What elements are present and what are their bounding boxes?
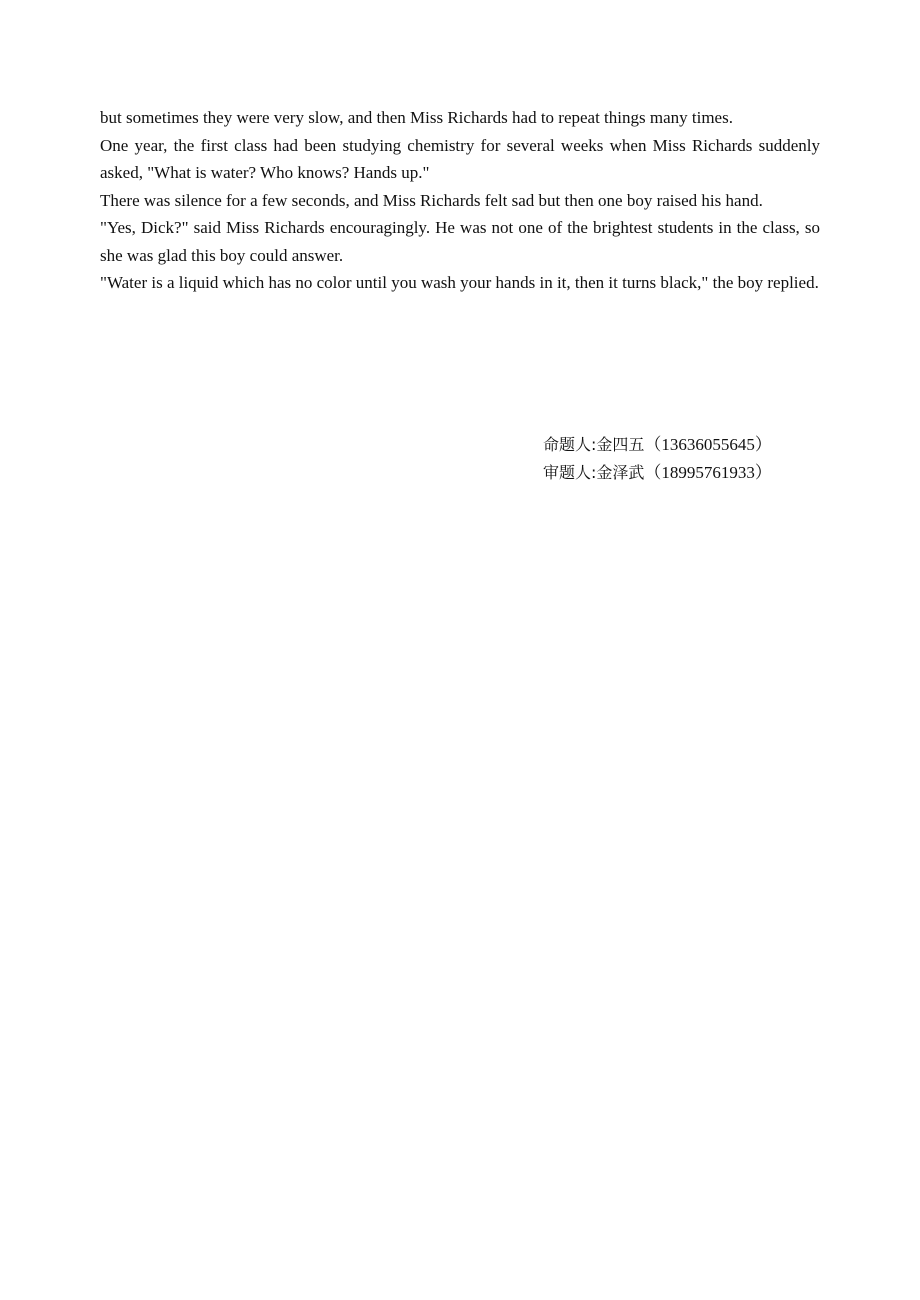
passage-paragraph-1: but sometimes they were very slow, and then Miss Richards had to repeat things many times.	[100, 108, 733, 127]
reviewer-phone: （18995761933）	[644, 463, 772, 482]
reviewer-label: 审题人:金泽武	[543, 463, 645, 482]
author-phone: （13636055645）	[644, 435, 772, 454]
author-credit	[543, 431, 772, 459]
passage-paragraph-3: There was silence for a few seconds, and Miss Richards felt sad but then one boy raised his hand.	[100, 190, 763, 210]
passage-paragraph-5: "Water is a liquid which has no color until you wash your hands in it, then it turns black," the boy replied.	[100, 273, 819, 292]
passage-paragraph-4: "Yes, Dick?" said Miss Richards encouragingly. He was not one of the brightest students in the class, so she was glad this boy could answer.	[100, 218, 820, 265]
credits-block	[543, 431, 772, 487]
reviewer-credit	[543, 459, 772, 487]
passage-text	[100, 104, 820, 297]
passage-paragraph-2: One year, the first class had been studying chemistry for several weeks when Miss Richards suddenly asked, "What is water? Who knows? Hands up."	[100, 135, 820, 182]
author-label: 命题人:金四五	[543, 435, 645, 454]
